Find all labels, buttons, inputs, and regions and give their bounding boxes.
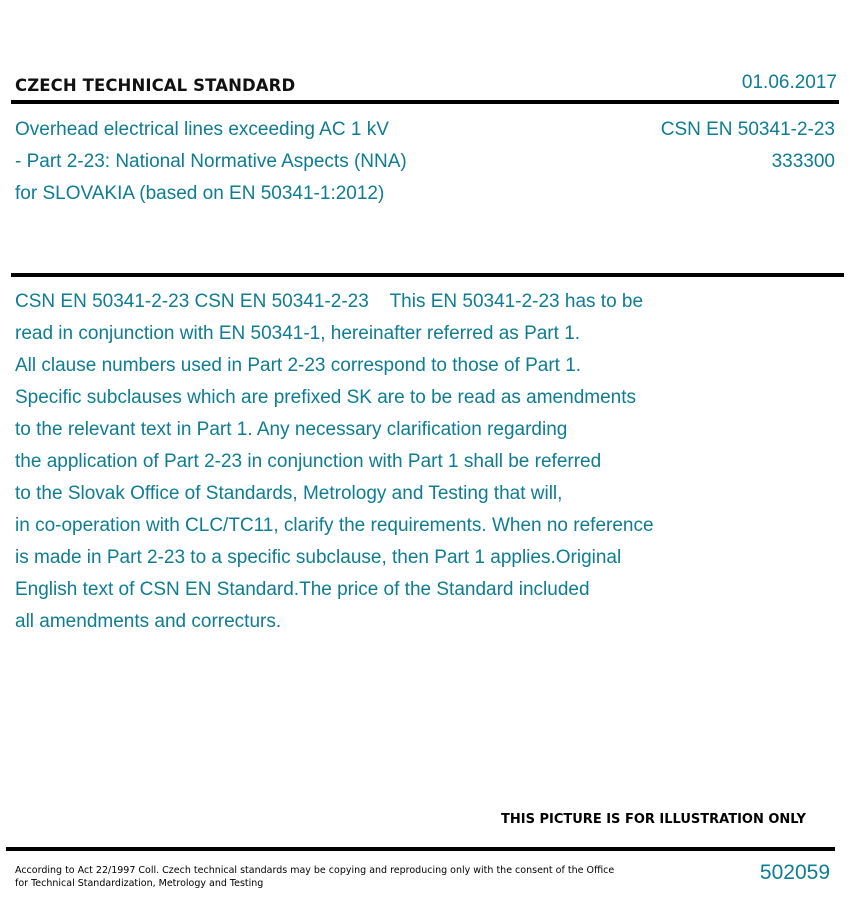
title-line: Overhead electrical lines exceeding AC 1 kV xyxy=(15,119,389,140)
standard-code: CSN EN 50341-2-23 xyxy=(660,119,835,140)
description-line: Specific subclauses which are prefixed SK are to be read as amendments xyxy=(15,387,636,408)
catalog-number: 333300 xyxy=(771,151,835,172)
header-divider xyxy=(11,100,839,104)
copyright-line: According to Act 22/1997 Coll. Czech technical standards may be copying and reproducing only with the consent of the Office xyxy=(15,865,615,876)
section-divider xyxy=(11,273,844,277)
document-type-label: CZECH TECHNICAL STANDARD xyxy=(15,76,296,95)
standard-description xyxy=(15,286,654,638)
copyright-line: for Technical Standardization, Metrology and Testing xyxy=(15,878,264,889)
title-line: - Part 2-23: National Normative Aspects (NNA) xyxy=(15,151,407,172)
illustration-note: THIS PICTURE IS FOR ILLUSTRATION ONLY xyxy=(501,812,806,827)
description-line: is made in Part 2-23 to a specific subclause, then Part 1 applies.Original xyxy=(15,547,622,568)
publication-date: 01.06.2017 xyxy=(741,72,837,93)
footer-divider xyxy=(6,847,835,851)
description-line: to the Slovak Office of Standards, Metrology and Testing that will, xyxy=(15,483,563,504)
standard-identifiers xyxy=(661,114,835,178)
description-line: All clause numbers used in Part 2-23 correspond to those of Part 1. xyxy=(15,355,582,376)
description-line: the application of Part 2-23 in conjunction with Part 1 shall be referred xyxy=(15,451,602,472)
description-line: CSN EN 50341-2-23 CSN EN 50341-2-23 This EN 50341-2-23 has to be xyxy=(15,291,644,312)
copyright-notice xyxy=(15,864,614,890)
description-line: in co-operation with CLC/TC11, clarify the requirements. When no reference xyxy=(15,515,654,536)
description-line: English text of CSN EN Standard.The price of the Standard included xyxy=(15,579,590,600)
description-line: all amendments and correcturs. xyxy=(15,611,282,632)
description-line: read in conjunction with EN 50341-1, hereinafter referred as Part 1. xyxy=(15,323,581,344)
title-line: for SLOVAKIA (based on EN 50341-1:2012) xyxy=(15,183,385,204)
standard-title xyxy=(15,114,407,210)
description-line: to the relevant text in Part 1. Any necessary clarification regarding xyxy=(15,419,568,440)
document-number: 502059 xyxy=(759,861,830,884)
